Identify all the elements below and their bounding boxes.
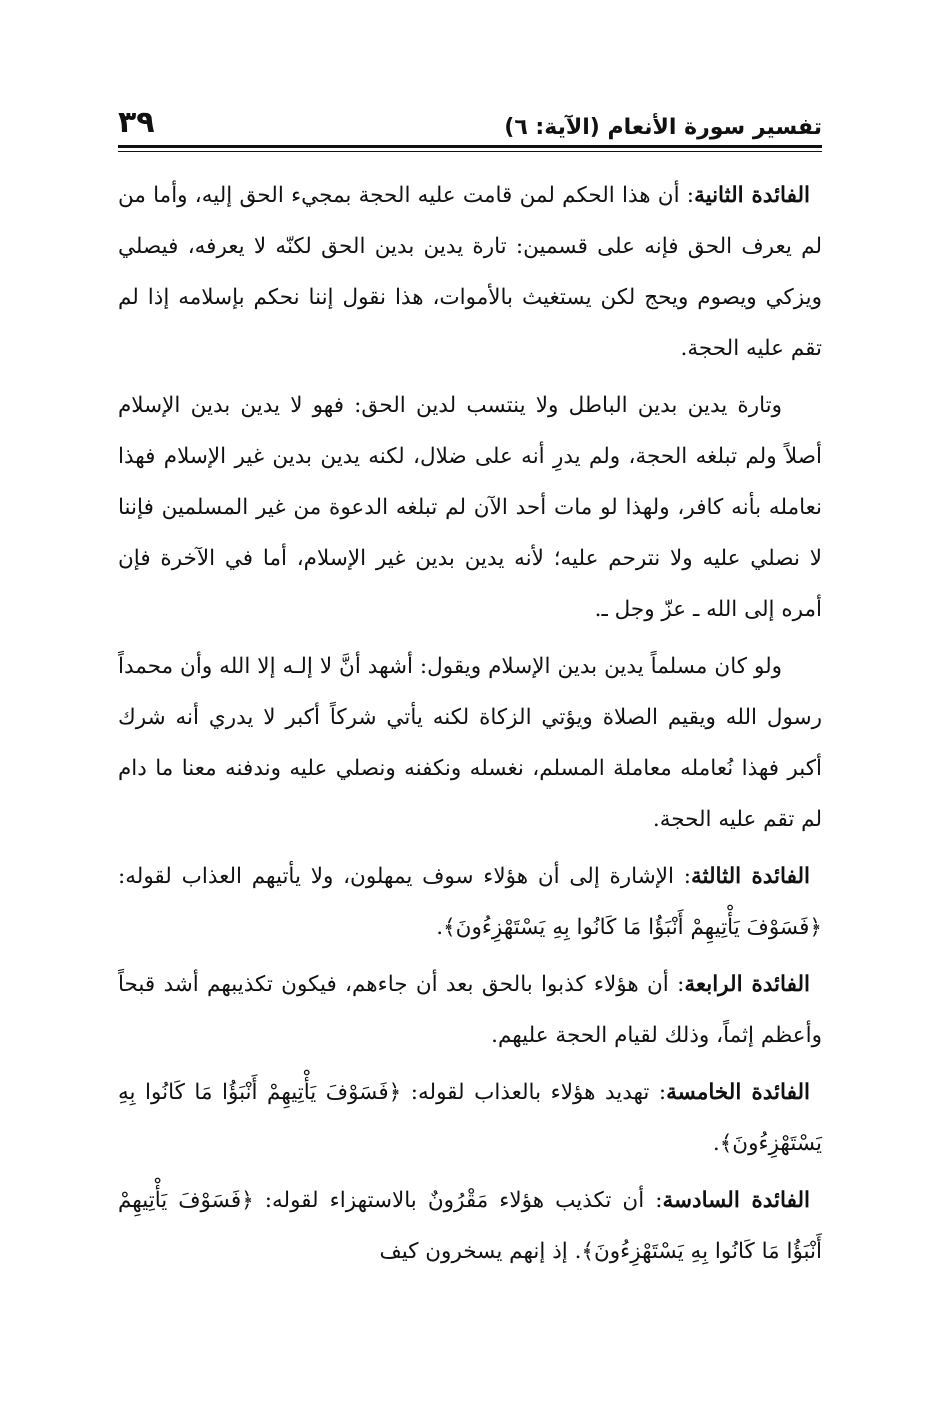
paragraph	[118, 1067, 822, 1169]
paragraph	[118, 380, 822, 635]
paragraph-lead: الفائدة الرابعة	[684, 972, 810, 997]
paragraph	[118, 1175, 822, 1277]
paragraph-text: : تهديد هؤلاء بالعذاب لقوله: ﴿فَسَوْفَ يَأْتِيهِمْ أَنْبَؤُا مَا كَانُوا بِهِ يَسْتَهْزِءُونَ﴾.	[118, 1080, 822, 1156]
header-rule-thin	[118, 151, 822, 152]
paragraph-lead: الفائدة الثانية	[694, 183, 810, 208]
paragraph-text: : أن تكذيب هؤلاء مَقْرُونٌ بالاستهزاء لقوله: ﴿فَسَوْفَ يَأْتِيهِمْ أَنْبَؤُا مَا كَانُوا بِهِ يَسْتَهْزِءُونَ﴾. إذ إنهم يسخرون كيف	[118, 1188, 822, 1264]
paragraph-lead: الفائدة الثالثة	[690, 864, 810, 889]
paragraph-text: وتارة يدين بدين الباطل ولا ينتسب لدين الحق: فهو لا يدين بدين الإسلام أصلاً ولم تبلغه الحجة، ولم يدرِ أنه على ضلال، لكنه يدين بدين غير الإسلام فهذا نعامله بأنه كافر، ولهذا لو مات أحد الآن لم تبلغه الدعوة من غير المسلمين فإننا لا نصلي عليه ولا نترحم عليه؛ لأنه يدين بدين غير الإسلام، أما في الآخرة فإن أمره إلى الله ـ عزّ وجل ـ.	[118, 393, 822, 622]
paragraph-lead: الفائدة السادسة	[662, 1188, 810, 1213]
paragraph-text: : أن هذا الحكم لمن قامت عليه الحجة بمجيء الحق إليه، وأما من لم يعرف الحق فإنه على قسمين: تارة يدين بدين الحق لكنّه لا يعرفه، فيصلي ويزكي ويصوم ويحج لكن يستغيث بالأموات، هذا نقول إننا نحكم بإسلامه إذا لم تقم عليه الحجة.	[118, 183, 822, 361]
page-header	[118, 90, 822, 140]
paragraph-text: : أن هؤلاء كذبوا بالحق بعد أن جاءهم، فيكون تكذيبهم أشد قبحاً وأعظم إثماً، وذلك لقيام الحجة عليهم.	[118, 972, 822, 1048]
paragraph	[118, 959, 822, 1061]
paragraph-text: : الإشارة إلى أن هؤلاء سوف يمهلون، ولا يأتيهم العذاب لقوله: ﴿فَسَوْفَ يَأْتِيهِمْ أَنْبَؤُا مَا كَانُوا بِهِ يَسْتَهْزِءُونَ﴾.	[118, 864, 822, 940]
paragraph	[118, 851, 822, 953]
paragraph-text: ولو كان مسلماً يدين بدين الإسلام ويقول: أشهد أنَّ لا إلـه إلا الله وأن محمداً رسول الله ويقيم الصلاة ويؤتي الزكاة لكنه يأتي شركاً أكبر لا يدري أنه شرك أكبر فهذا نُعامله معاملة المسلم، نغسله ونكفنه ونصلي عليه وندفنه معنا ما دام لم تقم عليه الحجة.	[118, 654, 822, 832]
paragraph-lead: الفائدة الخامسة	[666, 1080, 810, 1105]
paragraph	[118, 641, 822, 845]
paragraph	[118, 170, 822, 374]
body-text	[118, 170, 822, 1283]
page-number: ٣٩	[118, 105, 155, 140]
running-title: تفسير سورة الأنعام (الآية: ٦)	[504, 115, 822, 140]
header-rule-thick	[118, 145, 822, 148]
